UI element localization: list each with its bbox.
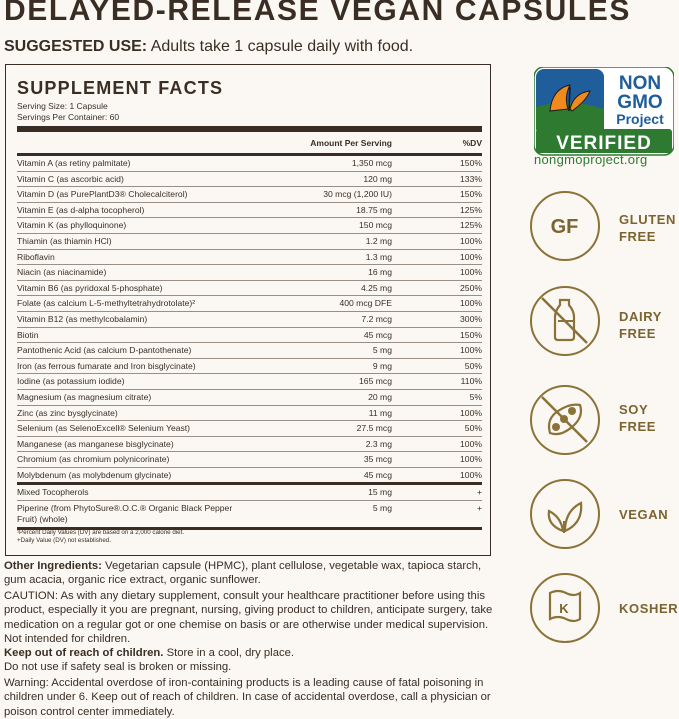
nutrient-amount: 11 mg (368, 407, 392, 418)
nutrient-name: Molybdenum (as molybdenum glycinate) (17, 469, 172, 480)
nutrient-name: Mixed Tocopherols (17, 487, 89, 498)
keep-out-label: Keep out of reach of children. (4, 647, 164, 659)
facts-thick-divider (17, 126, 482, 132)
nutrient-amount: 150 mcg (359, 220, 392, 231)
seal-text: Do not use if safety seal is broken or missing. (4, 661, 232, 674)
nutrient-name: Niacin (as niacinamide) (17, 267, 107, 278)
facts-row (17, 359, 482, 375)
facts-row (17, 172, 482, 188)
nongmo-verified-text: VERIFIED (556, 133, 652, 154)
nutrient-amount: 15 mg (368, 487, 392, 498)
k-icon-text: K (559, 601, 569, 616)
serving-size: Serving Size: 1 Capsule (17, 101, 108, 111)
feature-gluten-free (530, 191, 678, 267)
feature-vegan (530, 479, 678, 555)
nutrient-name: Piperine (from PhytoSure®.O.C.® Organic Black Pepper Fruit) (whole) (17, 503, 233, 525)
warning-text: Warning: Accidental overdose of iron-containing products is a leading cause of fatal poisoning in children under 6. Keep out of reach of children. In case of accidental overdose, call a physician or poison control center immediately. (4, 677, 491, 718)
nutrient-dv: 100% (460, 235, 482, 246)
facts-row (17, 265, 482, 281)
nutrient-dv: 100% (460, 469, 482, 480)
nongmo-gmo-text: GMO (617, 92, 663, 113)
nutrient-name: Vitamin C (as ascorbic acid) (17, 173, 124, 184)
page-title: DELAYED-RELEASE VEGAN CAPSULES (4, 0, 631, 27)
nutrient-amount: 16 mg (368, 267, 392, 278)
facts-row (17, 312, 482, 328)
nutrient-amount: 7.2 mcg (361, 313, 392, 324)
nutrient-amount: 18.75 mg (356, 204, 392, 215)
storage-text (4, 646, 496, 675)
feature-soy-free (530, 385, 678, 461)
facts-row (17, 390, 482, 406)
nutrient-name: Vitamin K (as phylloquinone) (17, 220, 127, 231)
nutrient-amount: 165 mcg (359, 376, 392, 387)
nutrient-amount: 9 mg (372, 360, 392, 371)
nongmo-project-text: Project (616, 111, 664, 127)
nutrient-dv: 100% (460, 267, 482, 278)
feature-label-line2: FREE (619, 229, 657, 244)
feature-label (619, 506, 668, 523)
facts-row (17, 468, 482, 483)
nutrient-name: Iron (as ferrous fumarate and Iron bisglycinate) (17, 360, 196, 371)
kosher-icon (530, 573, 600, 643)
feature-label-line1: KOSHER (619, 601, 679, 616)
facts-row (17, 156, 482, 172)
nutrient-amount: 2.3 mg (365, 438, 392, 449)
nutrient-amount: 20 mg (368, 391, 392, 402)
nutrient-dv: 100% (460, 345, 482, 356)
nutrient-amount: 35 mcg (363, 454, 392, 465)
feature-label-line2: FREE (619, 419, 657, 434)
facts-rows (17, 156, 482, 530)
nutrient-name: Vitamin B6 (as pyridoxal 5-phosphate) (17, 282, 163, 293)
supplement-facts-panel (5, 64, 491, 556)
facts-row (17, 250, 482, 266)
nutrient-dv: 110% (460, 376, 482, 387)
nutrient-dv: 100% (460, 454, 482, 465)
nutrient-name: Vitamin D (as PurePlantD3® Cholecalciterol) (17, 189, 188, 200)
facts-row (17, 203, 482, 219)
facts-row (17, 437, 482, 453)
nutrient-amount: 400 mcg DFE (339, 298, 392, 309)
nutrient-amount: 4.25 mg (360, 282, 392, 293)
nutrient-name: Pantothenic Acid (as calcium D-pantothenate) (17, 345, 192, 356)
nutrient-amount: 27.5 mcg (356, 423, 392, 434)
suggested-use (4, 38, 413, 56)
milk-bottle-crossed-icon (530, 286, 600, 356)
nutrient-amount: 30 mcg (1,200 IU) (323, 189, 392, 200)
nutrient-dv: 125% (460, 220, 482, 231)
facts-row (17, 281, 482, 297)
feature-label-line1: SOY (619, 402, 649, 417)
nutrient-name: Iodine (as potassium iodide) (17, 376, 125, 387)
nutrient-dv: 250% (460, 282, 482, 293)
nutrient-dv: 50% (464, 423, 482, 434)
nongmo-url: nongmoproject.org (534, 152, 648, 167)
feature-label (619, 600, 678, 617)
nutrient-dv: 50% (464, 360, 482, 371)
nutrient-name: Magnesium (as magnesium citrate) (17, 391, 152, 402)
keep-out-text: Store in a cool, dry place. (163, 647, 295, 659)
feature-label (619, 211, 676, 245)
nutrient-amount: 1.2 mg (365, 235, 392, 246)
amount-column-header: Amount Per Serving (310, 138, 392, 148)
nutrient-amount: 120 mg (363, 173, 392, 184)
nutrient-amount: 1,350 mcg (351, 158, 392, 168)
facts-row (17, 187, 482, 203)
nutrient-dv: + (476, 503, 482, 514)
suggested-use-text: Adults take 1 capsule daily with food. (147, 38, 414, 55)
feature-label-line1: VEGAN (619, 507, 669, 522)
facts-header-row (17, 138, 482, 154)
feature-label-line1: GLUTEN (619, 212, 677, 227)
gluten-free-icon (530, 191, 600, 261)
nutrient-dv: 100% (460, 251, 482, 262)
nutrient-name: Folate (as calcium L-5-methyltetrahydrotolate)² (17, 298, 196, 309)
facts-row (17, 218, 482, 234)
nutrient-name: Vitamin E (as d-alpha tocopherol) (17, 204, 145, 215)
nutrient-dv: 125% (460, 204, 482, 215)
nutrient-name: Vitamin A (as retiny palmitate) (17, 158, 131, 168)
nutrient-dv: 5% (469, 391, 482, 402)
footnote-dv: ¹Percent Daily Values (DV) are based on a 2,000 calorie diet. (17, 529, 185, 536)
nutrient-dv: 100% (460, 438, 482, 449)
nutrient-dv: 150% (460, 158, 482, 168)
nutrient-amount: 45 mcg (363, 469, 392, 480)
nutrient-dv: 150% (460, 329, 482, 340)
servings-per-container: Servings Per Container: 60 (17, 112, 120, 122)
nutrient-dv: 150% (460, 189, 482, 200)
other-ingredients-label: Other Ingredients: (4, 560, 102, 572)
nutrient-dv: + (476, 487, 482, 498)
feature-label (619, 308, 662, 342)
footnote-not-established: +Daily Value (DV) not established. (17, 537, 111, 544)
leaves-icon (530, 479, 600, 549)
nutrient-name: Biotin (17, 329, 39, 340)
soybean-crossed-icon (530, 385, 600, 455)
nutrient-name: Vitamin B12 (as methylcobalamin) (17, 313, 148, 324)
facts-row (17, 296, 482, 312)
facts-row (17, 328, 482, 344)
caution-text: CAUTION: As with any dietary supplement, consult your healthcare practitioner before using this product, especially it you are pregnant, nursing, giving product to children, anticipate surgery, take medication on a regular got or one chemise on basis or are otherwise under medical supervision. Not intended for children. (4, 590, 493, 645)
nutrient-dv: 100% (460, 298, 482, 309)
facts-row (17, 452, 482, 468)
feature-dairy-free (530, 286, 678, 362)
feature-kosher (530, 573, 678, 649)
nutrient-name: Riboflavin (17, 251, 55, 262)
feature-label (619, 401, 656, 435)
nutrient-dv: 100% (460, 407, 482, 418)
facts-row (17, 374, 482, 390)
nutrient-amount: 1.3 mg (365, 251, 392, 262)
other-ingredients (4, 559, 496, 588)
facts-title: SUPPLEMENT FACTS (17, 78, 224, 98)
facts-row (17, 343, 482, 359)
nutrient-dv: 133% (460, 173, 482, 184)
nutrient-name: Thiamin (as thiamin HCl) (17, 235, 112, 246)
other-ingredients-text: Vegetarian capsule (HPMC), plant cellulose, vegetable wax, tapioca starch, gum acacia, organic rice extract, organic sunflower. (4, 560, 482, 587)
facts-row (17, 406, 482, 422)
suggested-use-label: SUGGESTED USE: (4, 38, 148, 55)
facts-row-extra (17, 501, 482, 527)
nongmo-non-text: NON (618, 73, 662, 94)
nutrient-dv: 300% (460, 313, 482, 324)
nutrient-amount: 5 mg (372, 345, 392, 356)
facts-row-extra (17, 485, 482, 501)
feature-label-line1: DAIRY (619, 309, 662, 324)
facts-row (17, 421, 482, 437)
nutrient-amount: 45 mcg (363, 329, 392, 340)
nutrient-name: Manganese (as manganese bisglycinate) (17, 438, 174, 449)
facts-row (17, 234, 482, 250)
gf-icon-text: GF (550, 216, 579, 238)
nutrient-amount: 5 mg (372, 503, 392, 514)
nutrient-name: Zinc (as zinc bysglycinate) (17, 407, 118, 418)
nutrient-name: Chromium (as chromium polynicorinate) (17, 454, 170, 465)
nutrient-name: Selenium (as SelenoExcell® Selenium Yeast) (17, 423, 191, 434)
dv-column-header: %DV (462, 138, 482, 148)
feature-label-line2: FREE (619, 326, 657, 341)
